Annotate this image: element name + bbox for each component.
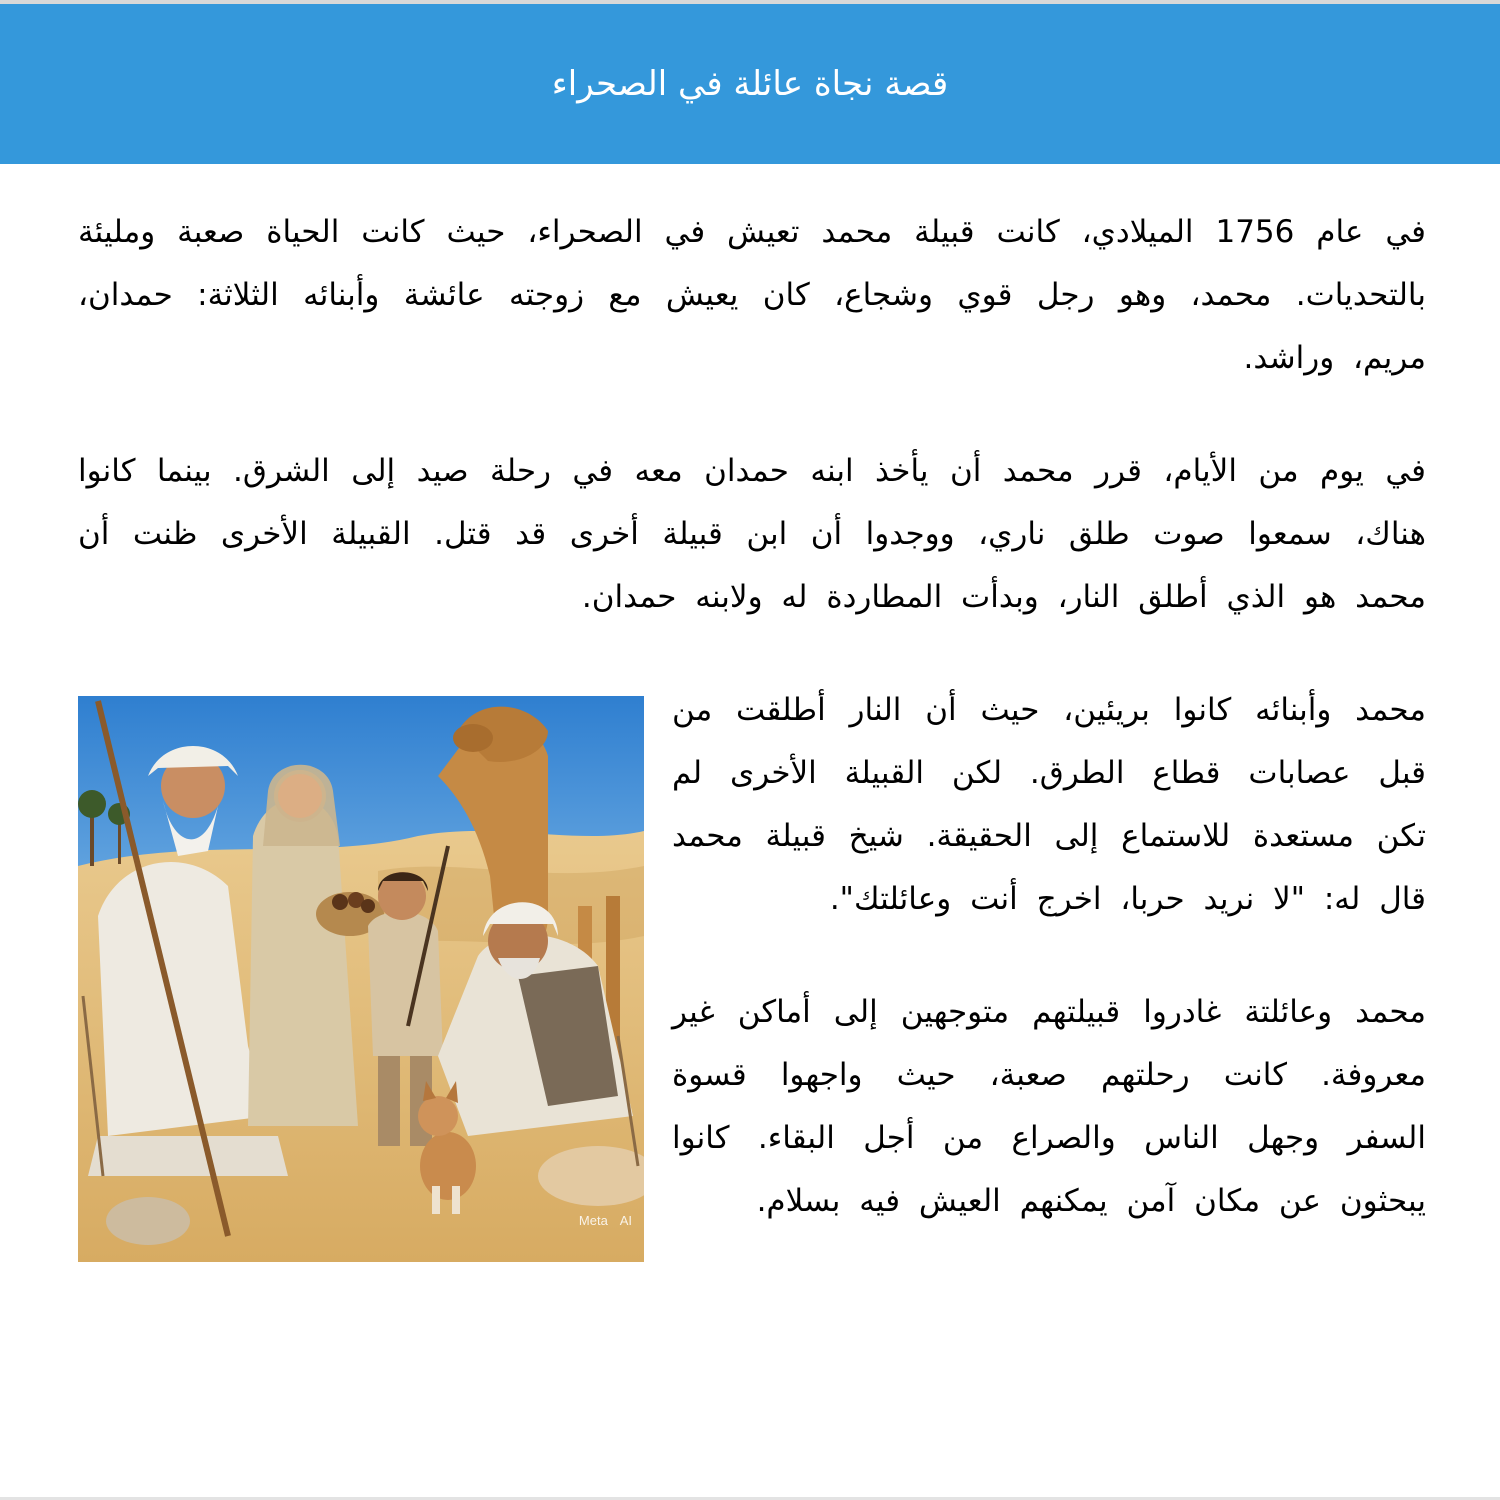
story-paragraph-1: في عام 1756 الميلادي، كانت قبيلة محمد تعيش في الصحراء، حيث كانت الحياة صعبة ومليئة بالتحديات. محمد، وهو رجل قوي وشجاع، كان يعيش مع زوجته عائشة وأبنائه الثلاثة: حمدان، مريم، وراشد.: [78, 214, 1426, 376]
meta-ai-watermark: Meta AI: [578, 1213, 632, 1228]
page-header: [0, 4, 1500, 164]
story-paragraph-2-text: في يوم من الأيام، قرر محمد أن يأخذ ابنه حمدان معه في رحلة صيد إلى الشرق. بينما كانوا هناك، سمعوا صوت طلق ناري، ووجدوا أن ابن قبيلة أخرى قد قتل. القبيلة الأخرى ظنت أن محمد هو الذي أطلق النار، وبدأت المطاردة له ولابنه حمدان.: [78, 453, 1426, 615]
story-content: [78, 201, 1426, 1283]
desert-family-illustration: [78, 696, 644, 1262]
story-paragraph-2: [78, 440, 1426, 629]
story-illustration: [78, 696, 644, 1262]
story-paragraph-3: محمد وأبنائه كانوا بريئين، حيث أن النار أطلقت من قبل عصابات قطاع الطرق. لكن القبيلة الأخرى لم تكن مستعدة للاستماع إلى الحقيقة. شيخ قبيلة محمد قال له: "لا نريد حربا، اخرج أنت وعائلتك".: [672, 692, 1426, 917]
page-title: قصة نجاة عائلة في الصحراء: [551, 64, 949, 104]
rock: [106, 1197, 190, 1245]
story-paragraph-4: محمد وعائلتة غادروا قبيلتهم متوجهين إلى أماكن غير معروفة. كانت رحلتهم صعبة، حيث واجهوا قسوة السفر وجهل الناس والصراع من أجل البقاء. كانوا يبحثون عن مكان آمن يمكنهم العيش فيه بسلام.: [672, 994, 1426, 1219]
